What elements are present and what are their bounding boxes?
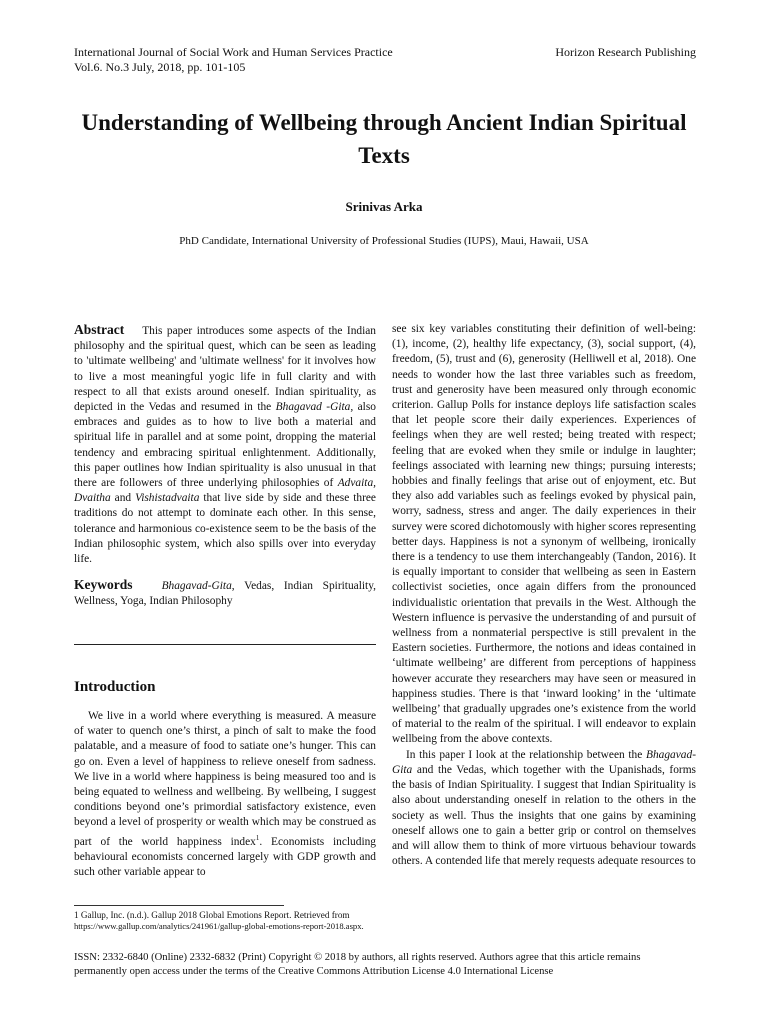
abstract-italic: Vishistadvaita xyxy=(135,492,200,505)
license-line: ISSN: 2332-6840 (Online) 2332-6832 (Print) Copyright © 2018 by authors, all rights reserved. Authors agree that this article remains xyxy=(74,952,641,963)
body-text: In this paper I look at the relationship between the xyxy=(406,748,647,761)
section-divider xyxy=(74,644,376,645)
body-text: and the Vedas, which together with the Upanishads, forms the basis of Indian Spirituality. I suggest that Indian Spirituality is also about understanding oneself in relation to the others in the society as well. Thus the insights that one gains by examining oneself allows one to gain a better grip or control on themselves and will allow them to think of more virtuous behaviour towards others. A contended life that merely requests adequate resources to xyxy=(392,763,696,868)
footnote-divider xyxy=(74,905,284,906)
running-header xyxy=(74,45,696,75)
body-paragraph xyxy=(392,748,696,870)
paper-title: Understanding of Wellbeing through Ancient Indian Spiritual Texts xyxy=(81,110,687,168)
license-footer xyxy=(74,951,698,978)
abstract-italic: Bhagavad -Gita, xyxy=(275,401,354,414)
abstract-text: also embraces and guides as to how to live both a material and spiritual life in parallel and at some point, dropping the material tendency and embracing spiritual enlightenment. Additionally, this paper outlines how Indian spirituality is also unusual in that there are followers of three underlying philosophies of xyxy=(74,401,376,490)
author-affiliation: PhD Candidate, International University of Professional Studies (IUPS), Maui, Hawaii, USA xyxy=(179,235,589,247)
keywords-text: , Vedas, Indian Spirituality, Wellness, Yoga, Indian Philosophy xyxy=(74,580,377,608)
abstract-section xyxy=(74,322,376,610)
keywords-paragraph xyxy=(74,577,376,609)
footnote-url[interactable]: https://www.gallup.com/analytics/241961/gallup-global-emotions-report-2018.aspx. xyxy=(74,921,364,931)
footnote xyxy=(74,910,376,932)
introduction-paragraph xyxy=(74,709,376,880)
introduction-section xyxy=(74,709,376,880)
body-paragraph: see six key variables constituting their definition of well-being: (1), income, (2), healthy life expectancy, (3), social support, (4), freedom, (5), trust and (6), generosity (Helliwell et al, 2018). One needs to wonder how the last three variables such as freedom, trust and generosity have been measured only through economic criterion. Gallup Polls for instance deploys life satisfaction scales that let people score their daily experiences. Experiences of feelings when they are well rested; being treated with respect; feeling that are evoked when they smile or indulge in laughter; feelings associated with learning new things; pursuing interests; hobbies and finally feelings that arise out of enjoyment, etc. But they also add variables such as feelings evoked by physical pain, worry, sadness, stress and anger. The daily experiences in their survey were scored dichotomously with higher scores representing better days. Happiness is not a synonym of wellbeing, ironically there is a tendency to use them interchangeably (Tandon, 2016). It is equally important to consider that wellbeing as seen in Eastern collectivist societies, once again differs from the pronounced individualistic orientation that prevails in the West. Although the Western influence is pervasive the understanding of and pursuit of wellness from a nonmaterial perspective is still prevalent in the Eastern societies. Furthermore, the notions and ideas contained in ‘ultimate wellbeing’ are different from perceptions of happiness however accurate they researchers may have seen or measured in happiness studies. There is that ‘inward looking’ in the ‘ultimate wellbeing’ that gradually upgrades one’s existence from the world of material to the realm of the spiritual. I will endeavor to explain wellbeing from the above contexts. xyxy=(392,323,696,746)
keywords-label: Keywords xyxy=(74,577,133,593)
introduction-text: We live in a world where everything is measured. A measure of water to quench one’s thirst, a pinch of salt to make the food palatable, and a measure of food to satiate one’s hunger. This can go on. Even a level of happiness to relieve oneself from sadness. We live in a world where happiness is being measured too and is being equated to wellness and wellbeing. By wellbeing, I suggest conditions beyond one’s primordial satisfactory existence, even beyond a level of prosperity or wealth which may be construed as part of the world happiness index xyxy=(74,710,376,848)
footnote-marker[interactable]: 1 xyxy=(255,833,260,842)
author-name: Srinivas Arka xyxy=(345,199,423,214)
abstract-text: This paper introduces some aspects of the Indian philosophy and the spiritual quest, which can be seen as leading to 'ultimate wellbeing' and 'ultimate wellness' for it involves how to live a most meaningful yogic life in full clarity and with respect to all that exists around oneself. Indian spirituality, as depicted in the Vedas and resumed in the xyxy=(74,325,376,414)
journal-name: International Journal of Social Work and Human Services Practice xyxy=(74,45,393,59)
keywords-italic: Bhagavad-Gita xyxy=(161,580,232,593)
abstract-text: and xyxy=(110,492,136,505)
body-italic: Bhagavad-Gita xyxy=(392,748,696,776)
introduction-text: . Economists including behavioural economists concerned largely with GDP growth and such other variable appear to xyxy=(74,835,377,878)
abstract-paragraph xyxy=(74,322,376,567)
footnote-text: 1 Gallup, Inc. (n.d.). Gallup 2018 Global Emotions Report. Retrieved from xyxy=(74,910,350,920)
introduction-heading: Introduction xyxy=(74,679,156,695)
publisher-name: Horizon Research Publishing xyxy=(555,45,696,59)
abstract-italic: Advaita, Dvaitha xyxy=(74,477,376,505)
right-column xyxy=(392,322,696,869)
abstract-text: that live side by side and these three traditions do not attempt to dominate each other. In this sense, tolerance and harmonious co-existence seem to be the basis of the Indian philosophic system, which also spills over into everyday life. xyxy=(74,492,376,566)
license-line: permanently open access under the terms of the Creative Commons Attribution License 4.0 International License xyxy=(74,965,554,977)
abstract-label: Abstract xyxy=(74,322,125,337)
journal-info xyxy=(74,45,393,75)
journal-volume: Vol.6. No.3 July, 2018, pp. 101-105 xyxy=(74,60,246,74)
